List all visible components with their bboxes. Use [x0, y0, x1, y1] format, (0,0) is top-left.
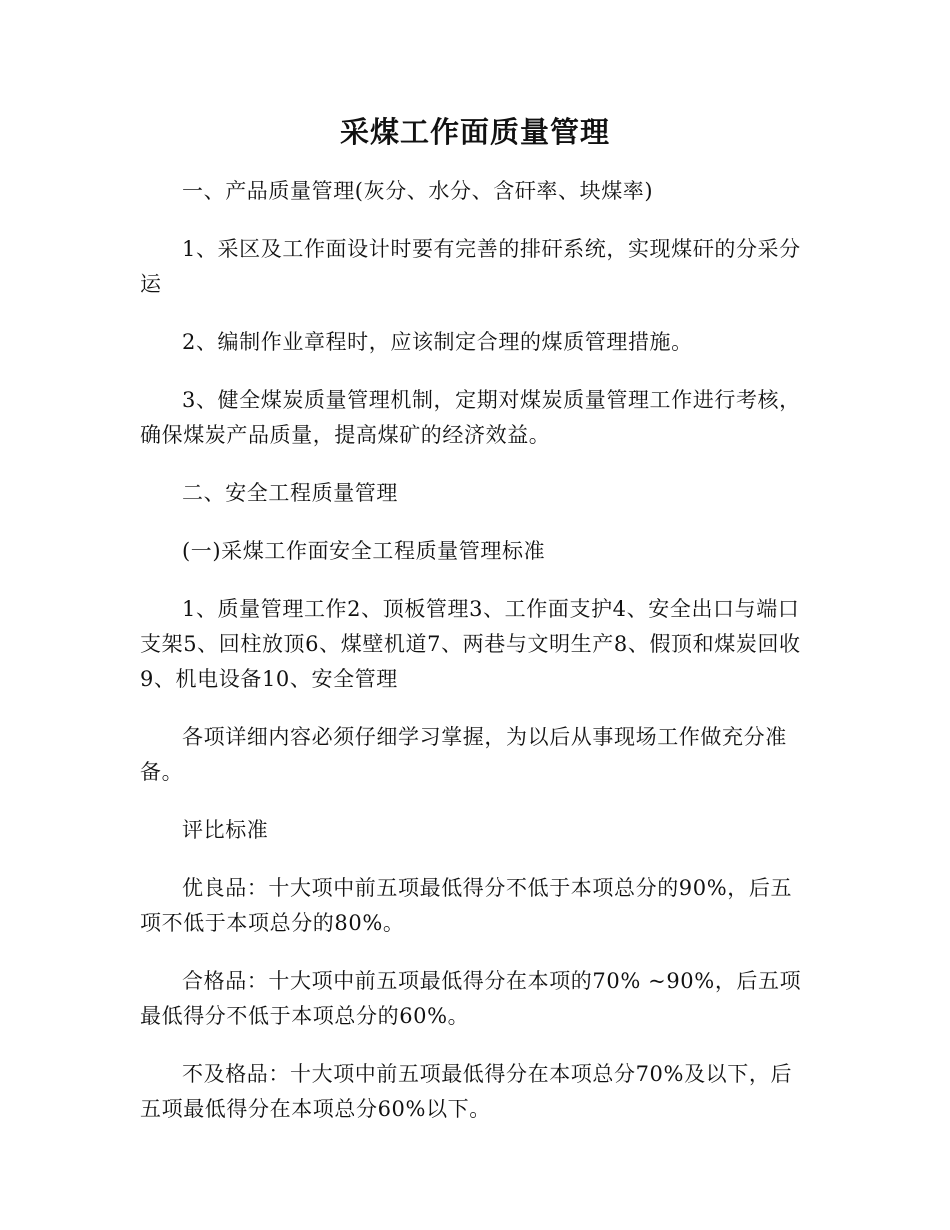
- paragraph-item-3: 3、健全煤炭质量管理机制，定期对煤炭质量管理工作进行考核，确保煤炭产品质量，提高煤矿的经济效益。: [140, 388, 801, 447]
- paragraph-qualified-grade: 合格品：十大项中前五项最低得分在本项的70% ~90%，后五项最低得分不低于本项总分的60%。: [140, 969, 802, 1028]
- document-title: 采煤工作面质量管理: [339, 115, 610, 149]
- paragraph-study-note: 各项详细内容必须仔细学习掌握，为以后从事现场工作做充分准备。: [140, 725, 787, 784]
- subsection-heading-standard: (一)采煤工作面安全工程质量管理标准: [182, 539, 546, 563]
- heading-evaluation-standard: 评比标准: [182, 818, 269, 842]
- section-heading-product-quality: 一、产品质量管理(灰分、水分、含矸率、块煤率): [182, 179, 654, 203]
- paragraph-failed-grade: 不及格品：十大项中前五项最低得分在本项总分70%及以下，后五项最低得分在本项总分60%以下。: [140, 1062, 793, 1121]
- paragraph-item-1: 1、采区及工作面设计时要有完善的排矸系统，实现煤矸的分采分运: [140, 237, 801, 296]
- section-heading-safety-quality: 二、安全工程质量管理: [182, 481, 398, 505]
- paragraph-excellent-grade: 优良品：十大项中前五项最低得分不低于本项总分的90%，后五项不低于本项总分的80%。: [140, 876, 793, 935]
- document-page: [140, 110, 810, 1150]
- paragraph-ten-items: 1、质量管理工作2、顶板管理3、工作面支护4、安全出口与端口支架5、回柱放顶6、煤壁机道7、两巷与文明生产8、假顶和煤炭回收9、机电设备10、安全管理: [140, 597, 801, 691]
- paragraph-item-2: 2、编制作业章程时，应该制定合理的煤质管理措施。: [182, 330, 693, 354]
